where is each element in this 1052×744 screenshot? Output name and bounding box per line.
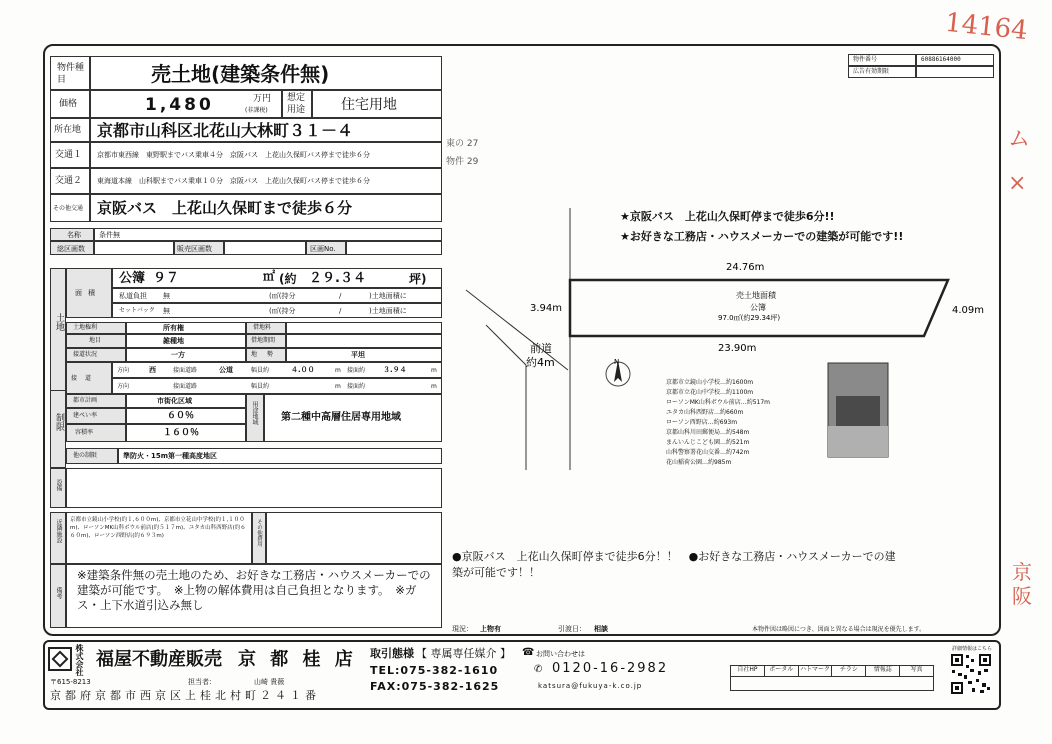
other-transport-label-cell: [50, 194, 90, 222]
remarks-label: 備考: [55, 587, 62, 599]
top-length-label: 24.76m: [726, 262, 765, 273]
use-label: 想定用途: [287, 93, 306, 115]
road1-cell: [112, 362, 442, 378]
company-tel: TEL:075-382-1610: [370, 664, 499, 677]
other-cost-label-cell: [252, 512, 266, 564]
setback-label: セットバック: [119, 307, 155, 314]
road1-width: ４.００: [291, 366, 315, 374]
terrain-label-cell: [246, 348, 286, 362]
other-transport-label: その他交通: [53, 205, 84, 212]
city-plan-value-cell: [126, 394, 246, 408]
other-cost-value-cell: [266, 512, 442, 564]
current-status-value: 上物有: [480, 625, 501, 633]
equipment-label-cell: [50, 468, 66, 508]
map-disclaimer: 本物件図は略図につき、図面と異なる場合は現況を優先します。: [752, 626, 926, 633]
city-plan-value: 市街化区域: [157, 397, 192, 405]
ad-period-value-cell: [916, 66, 994, 78]
area-label: 面積: [75, 289, 101, 297]
company-name: 福屋不動産販売: [96, 649, 222, 670]
qr-code[interactable]: [950, 653, 992, 695]
category-value: 雑種地: [163, 337, 184, 345]
road2-type-label: 接面道路: [173, 383, 198, 390]
land-area-title: 売土地面積: [736, 291, 776, 300]
nearby-value: 京都市立鏡山小学校(約１,６００m)、京都市立花山中学校(約１,１００m)、ローソンMK山科ボウル前店(約５１７m)、ユタカ山科西野店(約６６０m)、ローソン西野店(約６９３m): [70, 517, 246, 539]
right-length-label: 4.09m: [952, 305, 985, 316]
nearby-item: 花山稲荷公園…約985m: [666, 459, 732, 466]
road2-frontage-label: 接面約: [347, 383, 366, 390]
road2-dir-label: 方向: [117, 383, 130, 390]
price-value-cell: [90, 90, 282, 118]
road1-type: 公道: [219, 366, 233, 374]
highlights-line-1: ●京阪バス 上花山久保町停まで徒歩6分！！ ●お好きな工務店・ハウスメーカーでの建: [452, 550, 896, 563]
margin-note-1: 東の 27: [446, 139, 479, 149]
share-suffix-1: )土地面積に: [369, 292, 407, 300]
site-photo-ground: [828, 426, 888, 457]
nearby-facilities-list: [666, 378, 770, 468]
company-branch: 京 都 桂 店: [238, 649, 357, 670]
price-label-cell: [50, 90, 90, 118]
total-sections-value-cell: [94, 241, 174, 255]
transport2-label: 交通２: [55, 176, 83, 186]
category-label-cell: [66, 334, 126, 348]
location-value: 京都市山科区北花山大林町３１－４: [97, 121, 354, 140]
media-item: チラシ: [832, 666, 866, 676]
deal-value: 【 専属専任媒介 】: [416, 647, 511, 660]
remarks-label-cell: [50, 564, 66, 628]
map-headline-2: ★お好きな工務店・ハウスメーカーでの建築が可能です!!: [620, 230, 904, 243]
borrow-label-cell: [246, 322, 286, 334]
use-value: 住宅用地: [341, 97, 397, 113]
staff-label: 担当者：: [188, 678, 216, 686]
location-label-cell: [50, 118, 90, 142]
land-area-kind: 公簿: [750, 303, 766, 312]
zoning-value-cell: [264, 394, 442, 442]
name-label: 名称: [67, 231, 81, 239]
company-address: 京都府京都市西京区上桂北村町２４１番: [50, 689, 320, 702]
coverage-value-cell: [126, 408, 246, 424]
regulation-section-label-cell: [50, 390, 66, 468]
official-label: 公簿: [119, 271, 146, 286]
type-value-cell: [90, 56, 442, 90]
borrow-value-cell: [286, 322, 442, 334]
id-value-cell: [916, 54, 994, 66]
private-road-value: 無: [163, 292, 170, 300]
share-suffix-2: )土地面積に: [369, 307, 407, 315]
land-section-label: 土地: [54, 313, 64, 331]
other-limit-value: 準防火・15m第一種高度地区: [123, 452, 218, 460]
road1-dir-label: 方向: [117, 367, 130, 374]
tsubo-unit: 坪): [409, 272, 427, 286]
transport2-label-cell: [50, 168, 90, 194]
road1-width-label: 幅員約: [251, 367, 270, 374]
qr-label: 詳細情報はこちら: [952, 646, 993, 652]
private-road-label: 私道負担: [119, 292, 147, 300]
id-label-cell: [848, 54, 916, 66]
company-fax: FAX:075-382-1625: [370, 680, 500, 693]
far-value-cell: [126, 424, 246, 442]
road1-frontage-label: 接面約: [347, 367, 366, 374]
section-no-label-cell: [306, 241, 346, 255]
approx-label: (約: [279, 272, 297, 286]
rights-label-cell: [66, 322, 126, 334]
sections-sold-label: 販売区画数: [177, 245, 212, 253]
name-value: 条件無: [99, 231, 120, 239]
transport2-value: 東海道本線 山科駅までバス乗車１０分 京阪バス 上花山久保町バス停まで徒歩６分: [97, 177, 370, 185]
remarks-text: ※建築条件無の売土地のため、お好きな工務店・ハウスメーカーでの建築が可能です。 ※上物の解体費用は自己負担となります。 ※ガス・上下水道引込み無し: [77, 568, 431, 612]
nearby-item: 山科警察署花山交番…約742m: [666, 449, 750, 456]
borrow-label: 借地料: [253, 324, 272, 331]
company-postal: 〒615-8213: [50, 678, 91, 686]
area-official-cell: [112, 268, 442, 288]
media-check-row: [730, 677, 934, 691]
setback-cell: [112, 303, 442, 318]
media-table: [730, 665, 934, 677]
equipment-value-cell: [66, 468, 442, 508]
left-length-label: 3.94m: [530, 303, 563, 314]
contact-label: 接道状況: [73, 351, 98, 358]
transport1-label-cell: [50, 142, 90, 168]
price-tax: (非課税): [245, 107, 268, 114]
rights-label: 土地権利: [73, 324, 98, 331]
sections-sold-label-cell: [174, 241, 224, 255]
other-cost-label: その他費用: [256, 519, 262, 547]
company-email: katsura@fukuya-k.co.jp: [538, 682, 643, 690]
area-label-cell: [66, 268, 112, 318]
north-label: N: [614, 358, 620, 366]
other-transport-value-cell: [90, 194, 442, 222]
front-road-label: 前道: [530, 342, 552, 355]
handwritten-agency-mark: 京阪: [1012, 560, 1032, 608]
current-status-label: 現況：: [452, 625, 473, 633]
section-no-label: 区画No.: [310, 245, 336, 253]
id-label: 物件番号: [853, 56, 878, 63]
staff-name: 山崎 貴薇: [254, 678, 285, 686]
media-item: ポータル: [765, 666, 799, 676]
far-value: １６０％: [163, 428, 200, 438]
nearby-item: ローソン西野店…約693m: [666, 419, 738, 426]
coverage-label: 建ぺい率: [73, 412, 98, 419]
city-plan-label: 都市計画: [73, 397, 98, 404]
road-edge-line-2: [486, 325, 526, 365]
map-headline-1: ★京阪バス 上花山久保町停まで徒歩6分!!: [620, 210, 835, 223]
freedial-icon: ✆: [534, 664, 543, 675]
ad-period-label: 広告有効期限: [853, 68, 890, 75]
remarks-value-cell: [66, 564, 442, 628]
total-sections-label-cell: [50, 241, 94, 255]
price-unit: 万円: [253, 94, 272, 104]
transport1-value: 京都市東西線 東野駅までバス乗車４分 京阪バス 上花山久保町バス停まで徒歩６分: [97, 151, 370, 159]
company-kind: 株式会社: [75, 644, 84, 676]
name-label-cell: [50, 228, 94, 241]
contact-value: 一方: [171, 351, 185, 359]
contact-value-cell: [126, 348, 246, 362]
zoning-value: 第二種中高層住居専用地域: [281, 412, 401, 423]
terrain-value: 平坦: [351, 351, 365, 359]
share-sep-1: /: [339, 292, 342, 300]
road1-dir: 西: [149, 366, 156, 374]
terrain-label: 地勢: [251, 351, 284, 358]
lease-value-cell: [286, 334, 442, 348]
transport1-label: 交通１: [55, 150, 83, 160]
site-photo-building: [836, 396, 880, 426]
margin-note-2: 物件 29: [446, 157, 479, 167]
handwritten-mark: ム ×: [1008, 127, 1031, 196]
zoning-label-cell: [246, 394, 264, 442]
nearby-item: まんいんじこども園…約521m: [666, 439, 750, 446]
handover-label: 引渡日：: [558, 625, 586, 633]
other-limit-value-cell: [118, 448, 442, 464]
handover-value: 相談: [594, 625, 608, 633]
lease-label-cell: [246, 334, 286, 348]
ad-period-label-cell: [848, 66, 916, 78]
road2-width-unit: m: [335, 383, 341, 390]
road2-width-label: 幅員約: [251, 383, 270, 390]
nearby-label: 近隣施設: [55, 519, 62, 543]
road1-type-label: 接面道路: [173, 367, 198, 374]
company-freedial: 0120-16-2982: [552, 661, 669, 676]
contact-label-cell: [66, 348, 126, 362]
setback-value: 無: [163, 307, 170, 315]
nearby-item: 京都市立鏡山小学校…約1600m: [666, 379, 754, 386]
sqm-unit: ㎡: [263, 269, 276, 283]
document-number-handwritten: 14164: [943, 7, 1030, 47]
id-value: 60886164000: [921, 56, 961, 63]
nearby-item: ユタカ山科西野店…約660m: [666, 409, 744, 416]
land-section-label-cell: [50, 268, 66, 394]
road1-frontage: ３.９４: [383, 366, 407, 374]
road2-frontage-unit: m: [431, 383, 437, 390]
rights-value: 所有権: [163, 324, 184, 332]
location-value-cell: [90, 118, 442, 142]
price-value: 1,480: [145, 95, 214, 115]
location-label: 所在地: [54, 125, 82, 135]
media-item: 写真: [910, 666, 923, 673]
nearby-value-cell: [66, 512, 252, 564]
official-value: ９７: [153, 271, 180, 286]
type-label: 物件種目: [57, 63, 85, 85]
rights-value-cell: [126, 322, 246, 334]
price-label: 価格: [59, 99, 78, 109]
nearby-item: ローソンMK山科ボウル前店…約517m: [666, 399, 770, 406]
road1-frontage-unit: m: [431, 367, 437, 374]
far-label: 容積率: [75, 429, 94, 436]
coverage-label-cell: [66, 408, 126, 424]
media-item: 情報誌: [866, 666, 900, 676]
media-item: 自社HP: [731, 666, 765, 676]
nearby-label-cell: [50, 512, 66, 564]
road-label-cell: [66, 362, 112, 394]
use-value-cell: [312, 90, 442, 118]
bottom-length-label: 23.90m: [718, 343, 757, 354]
use-label-cell: [282, 90, 312, 118]
zoning-label: 用途地域: [251, 401, 258, 425]
city-plan-label-cell: [66, 394, 126, 408]
regulation-section-label: 制限: [54, 413, 64, 431]
tsubo-value: ２９.３４: [309, 271, 366, 286]
share-sep-2: /: [339, 307, 342, 315]
other-transport-value: 京阪バス 上花山久保町まで徒歩６分: [97, 199, 353, 217]
total-sections-label: 総区画数: [57, 245, 85, 253]
transport1-value-cell: [90, 142, 442, 168]
inquiry-label: お問い合わせは: [536, 650, 585, 658]
category-value-cell: [126, 334, 246, 348]
far-label-cell: [66, 424, 126, 442]
phone-icon: ☎: [522, 647, 535, 658]
road2-cell: [112, 378, 442, 394]
road1-width-unit: m: [335, 367, 341, 374]
nearby-item: 京都市立花山中学校…約1100m: [666, 389, 754, 396]
private-road-cell: [112, 288, 442, 303]
highlights-line-2: 築が可能です！！: [452, 566, 540, 579]
lease-label: 借地期間: [251, 337, 276, 344]
other-limit-label: 他の制限: [73, 452, 98, 459]
share-label-1: (㎡(持分: [269, 292, 296, 300]
company-logo-icon: [48, 647, 72, 671]
transport2-value-cell: [90, 168, 442, 194]
sections-sold-value-cell: [224, 241, 306, 255]
share-label-2: (㎡(持分: [269, 307, 296, 315]
nearby-item: 京都山科川田郵便局…約548m: [666, 429, 750, 436]
media-item: ハトマーク: [799, 666, 833, 676]
category-label: 地目: [89, 337, 102, 344]
equipment-label: 設備: [55, 479, 62, 491]
name-value-cell: [94, 228, 442, 241]
terrain-value-cell: [286, 348, 442, 362]
coverage-value: ６０％: [167, 411, 195, 421]
type-label-cell: [50, 56, 90, 90]
road-label: 接道: [71, 375, 100, 382]
land-area-value: 97.0㎡(約29.34坪): [718, 314, 781, 322]
type-value: 売土地(建築条件無): [151, 62, 330, 86]
front-road-width: 約4m: [526, 356, 555, 369]
other-limit-label-cell: [66, 448, 118, 464]
site-map: [446, 200, 1006, 540]
deal-label: 取引態様: [370, 647, 414, 660]
section-no-value-cell: [346, 241, 442, 255]
